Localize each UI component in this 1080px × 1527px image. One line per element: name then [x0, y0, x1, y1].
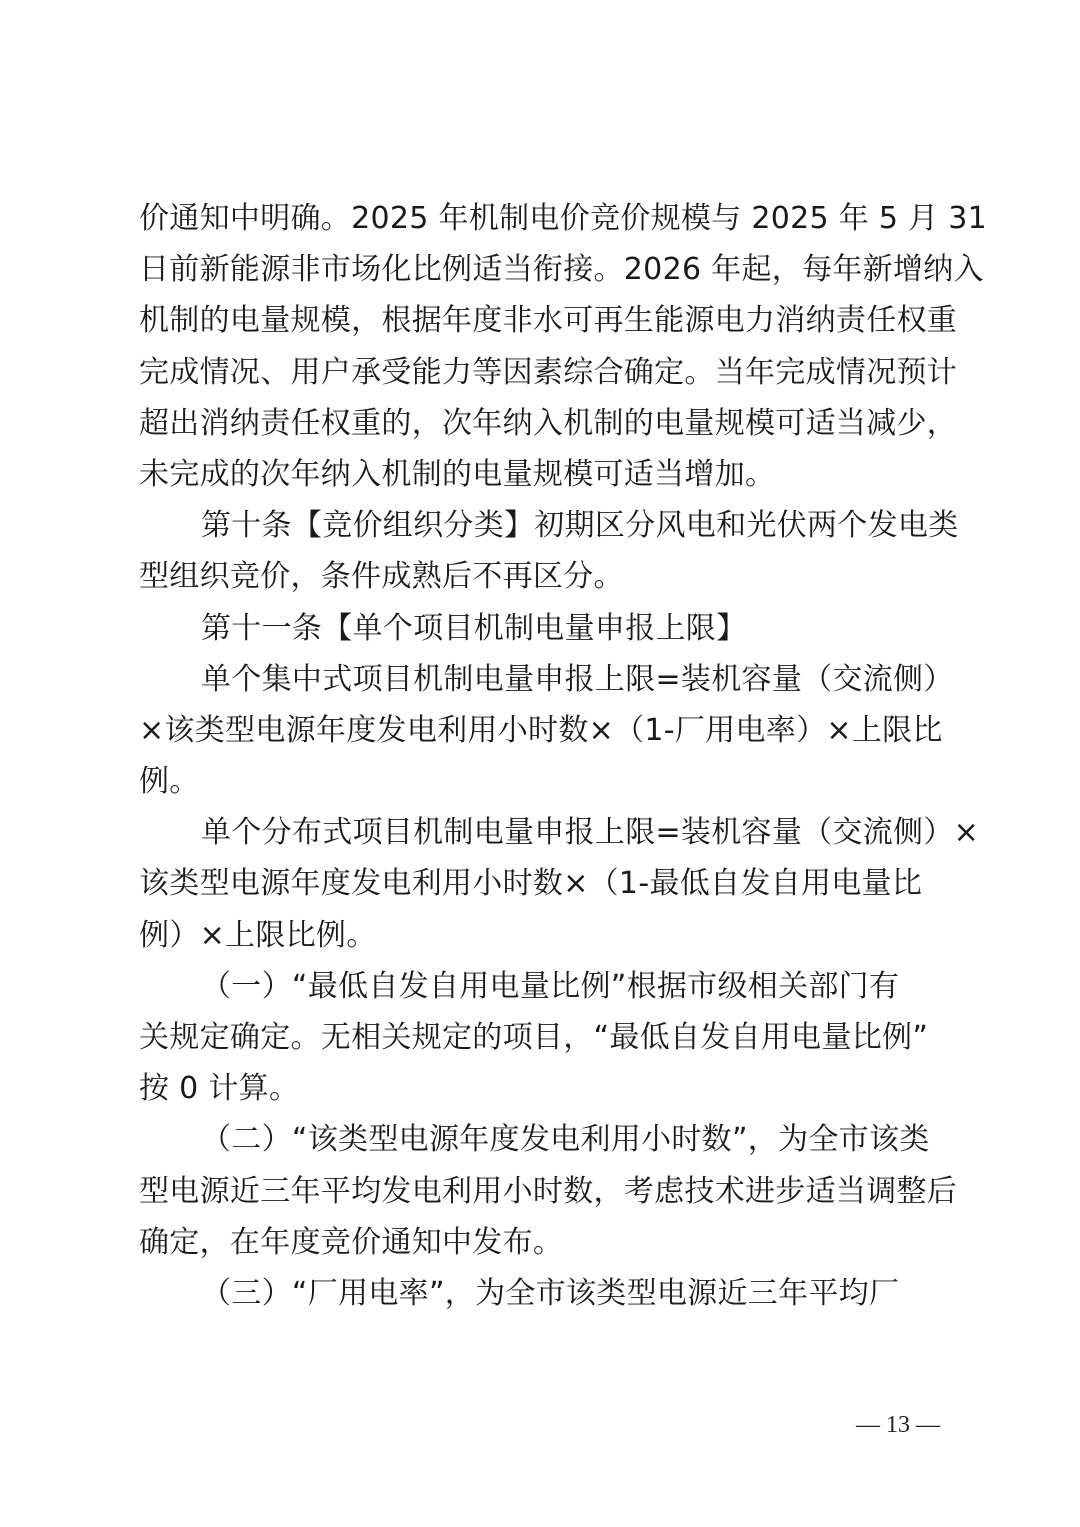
formula-line: 单个集中式项目机制电量申报上限=装机容量（交流侧） [201, 661, 954, 697]
clause-line: （一）“最低自发自用电量比例”根据市级相关部门有 [201, 968, 900, 1004]
text-line: 价通知中明确。2025 年机制电价竞价规模与 2025 年 5 月 31 [139, 201, 987, 236]
page-number: — 13 — [856, 1412, 940, 1438]
article-heading-line: 第十条【竞价组织分类】初期区分风电和光伏两个发电类 [201, 508, 959, 544]
text-line: 该类型电源年度发电利用小时数×（1-最低自发自用电量比 [139, 866, 923, 902]
text-line: 型组织竞价，条件成熟后不再区分。 [139, 559, 624, 595]
text-line: 例）×上限比例。 [139, 917, 377, 953]
document-body [139, 193, 987, 1319]
text-line: 例。 [139, 764, 200, 800]
text-line: 型电源近三年平均发电利用小时数，考虑技术进步适当调整后 [139, 1173, 958, 1209]
text-line: 日前新能源非市场化比例适当衔接。2026 年起，每年新增纳入 [139, 252, 984, 288]
text-line: 未完成的次年纳入机制的电量规模可适当增加。 [139, 456, 776, 492]
text-line: 超出消纳责任权重的，次年纳入机制的电量规模可适当减少， [139, 405, 958, 441]
clause-line: （二）“该类型电源年度发电利用小时数”，为全市该类 [201, 1122, 930, 1158]
text-line: 机制的电量规模，根据年度非水可再生能源电力消纳责任权重 [139, 303, 958, 339]
text-line: ×该类型电源年度发电利用小时数×（1-厂用电率）×上限比 [139, 712, 943, 748]
text-line: 按 0 计算。 [139, 1071, 300, 1107]
text-line: 关规定确定。无相关规定的项目，“最低自发自用电量比例” [139, 1020, 929, 1055]
formula-line: 单个分布式项目机制电量申报上限=装机容量（交流侧）× [201, 815, 980, 851]
text-line: 完成情况、用户承受能力等因素综合确定。当年完成情况预计 [139, 354, 958, 390]
clause-line: （三）“厂用电率”，为全市该类型电源近三年平均厂 [201, 1275, 900, 1311]
article-heading-line: 第十一条【单个项目机制电量申报上限】 [201, 610, 747, 646]
text-line: 确定，在年度竞价通知中发布。 [139, 1224, 564, 1260]
